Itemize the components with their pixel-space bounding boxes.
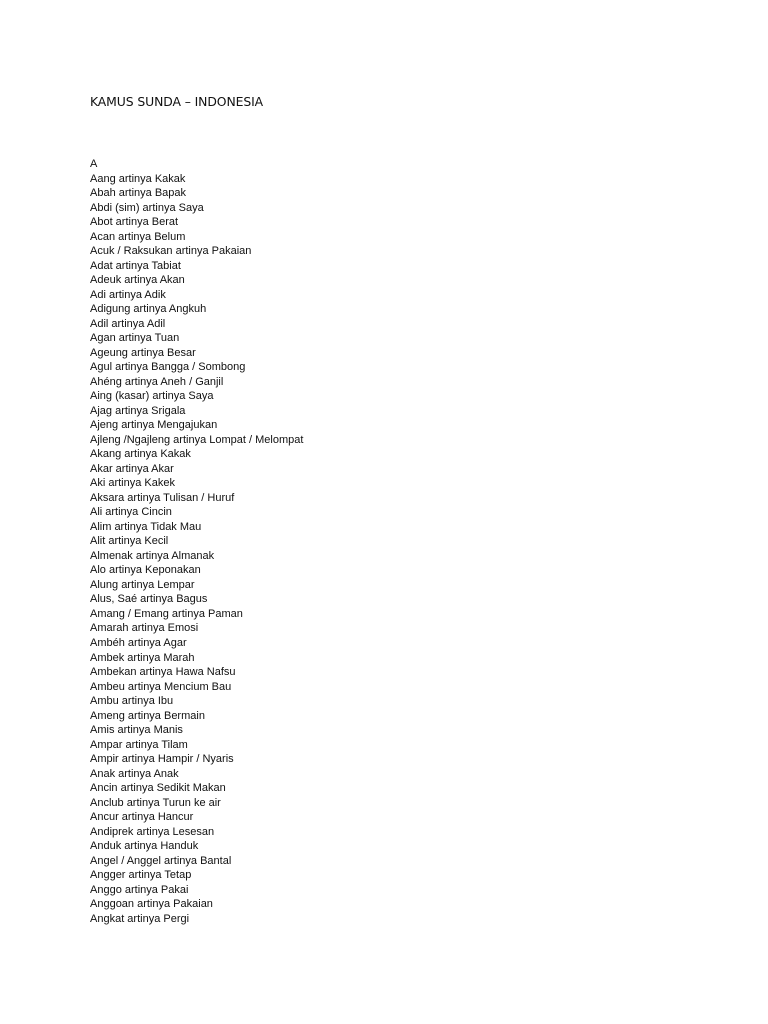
dictionary-entry-list [90, 172, 303, 927]
dictionary-entry: Aksara artinya Tulisan / Huruf [90, 491, 235, 504]
dictionary-entry: Abah artinya Bapak [90, 187, 187, 200]
dictionary-entry: Acan artinya Belum [90, 230, 186, 243]
dictionary-entry: Agul artinya Bangga / Sombong [90, 361, 246, 374]
dictionary-entry: Adi artinya Adik [90, 288, 166, 301]
dictionary-entry: Aing (kasar) artinya Saya [90, 390, 214, 403]
dictionary-entry: Ancur artinya Hancur [90, 811, 194, 824]
dictionary-entry: Aang artinya Kakak [90, 172, 186, 185]
dictionary-entry: Angkat artinya Pergi [90, 912, 190, 925]
dictionary-entry: Ageung artinya Besar [90, 346, 196, 359]
dictionary-entry: Abot artinya Berat [90, 216, 179, 229]
dictionary-entry: Ajleng /Ngajleng artinya Lompat / Melompat [90, 433, 304, 446]
dictionary-entry: Alus, Saé artinya Bagus [90, 593, 208, 606]
dictionary-entry: Ambu artinya Ibu [90, 695, 174, 708]
dictionary-entry: Ali artinya Cincin [90, 506, 172, 519]
dictionary-entry: Ahéng artinya Aneh / Ganjil [90, 375, 224, 388]
dictionary-entry: Anduk artinya Handuk [90, 840, 199, 853]
dictionary-entry: Alit artinya Kecil [90, 535, 169, 548]
dictionary-entry: Ampir artinya Hampir / Nyaris [90, 753, 234, 766]
dictionary-entry: Adigung artinya Angkuh [90, 303, 207, 316]
dictionary-entry: Ameng artinya Bermain [90, 709, 205, 722]
dictionary-entry: Alim artinya Tidak Mau [90, 520, 202, 533]
dictionary-entry: Almenak artinya Almanak [90, 549, 215, 562]
dictionary-entry: Ajag artinya Srigala [90, 404, 186, 417]
dictionary-entry: Abdi (sim) artinya Saya [90, 201, 204, 214]
dictionary-entry: Angel / Anggel artinya Bantal [90, 854, 232, 867]
dictionary-entry: Aki artinya Kakek [90, 477, 175, 490]
dictionary-entry: Amang / Emang artinya Paman [90, 607, 243, 620]
dictionary-entry: Angger artinya Tetap [90, 869, 192, 882]
dictionary-entry: Amarah artinya Emosi [90, 622, 199, 635]
dictionary-entry: Anggoan artinya Pakaian [90, 898, 213, 911]
dictionary-entry: Adil artinya Adil [90, 317, 166, 330]
dictionary-entry: Ampar artinya Tilam [90, 738, 188, 751]
dictionary-entry: Akar artinya Akar [90, 462, 174, 475]
dictionary-entry: Adat artinya Tabiat [90, 259, 181, 272]
dictionary-entry: Anclub artinya Turun ke air [90, 796, 221, 809]
document-title: KAMUS SUNDA – INDONESIA [90, 94, 264, 109]
dictionary-entry: Acuk / Raksukan artinya Pakaian [90, 245, 252, 258]
dictionary-entry: Ambeu artinya Mencium Bau [90, 680, 232, 693]
section-letter-heading: A [90, 158, 98, 170]
dictionary-entry: Anggo artinya Pakai [90, 883, 189, 896]
dictionary-entry: Anak artinya Anak [90, 767, 179, 780]
dictionary-entry: Andiprek artinya Lesesan [90, 825, 215, 838]
dictionary-entry: Agan artinya Tuan [90, 332, 180, 345]
dictionary-entry: Alo artinya Keponakan [90, 564, 201, 577]
dictionary-entry: Amis artinya Manis [90, 724, 183, 737]
dictionary-entry: Ancin artinya Sedikit Makan [90, 782, 226, 795]
dictionary-entry: Ambek artinya Marah [90, 651, 195, 664]
dictionary-entry: Ajeng artinya Mengajukan [90, 419, 218, 432]
dictionary-entry: Ambekan artinya Hawa Nafsu [90, 666, 236, 679]
dictionary-entry: Alung artinya Lempar [90, 578, 195, 591]
dictionary-entry: Akang artinya Kakak [90, 448, 191, 461]
dictionary-entry: Ambéh artinya Agar [90, 637, 187, 649]
dictionary-entry: Adeuk artinya Akan [90, 274, 185, 287]
